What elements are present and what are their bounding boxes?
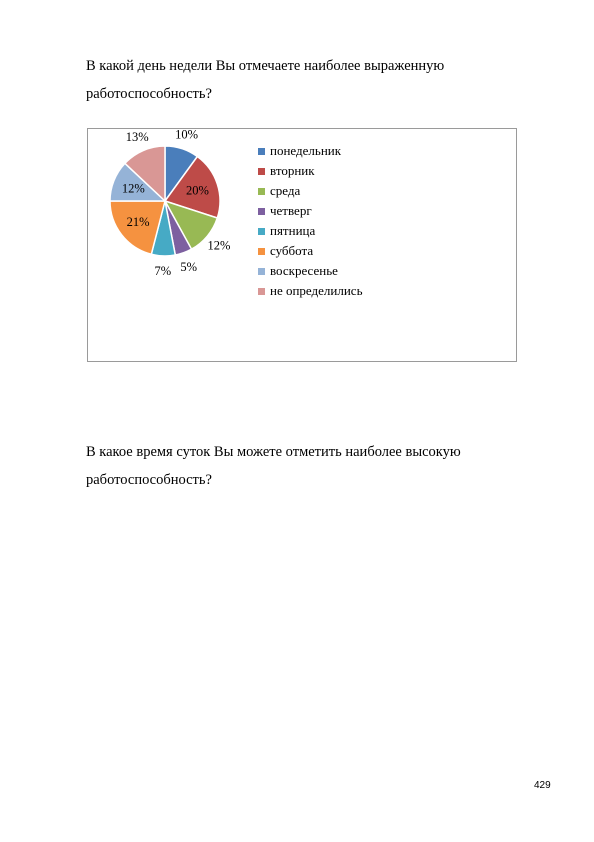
pie-chart-area xyxy=(87,128,517,362)
legend-label: воскресенье xyxy=(270,263,338,278)
legend-item-не-определились xyxy=(258,281,363,301)
data-label-четверг: 5% xyxy=(180,259,198,274)
legend-label: четверг xyxy=(270,203,312,218)
legend-swatch xyxy=(258,208,265,215)
legend-item-четверг xyxy=(258,201,363,221)
legend-label: суббота xyxy=(270,243,314,258)
legend-swatch xyxy=(258,168,265,175)
data-label-не-определились: 13% xyxy=(125,129,149,144)
legend-item-суббота xyxy=(258,241,363,261)
legend-label: понедельник xyxy=(270,143,342,158)
data-label-пятница: 7% xyxy=(154,264,172,278)
data-label-суббота: 21% xyxy=(126,214,150,229)
data-label-среда: 12% xyxy=(207,238,231,253)
data-label-понедельник: 10% xyxy=(175,129,199,142)
legend-swatch xyxy=(258,288,265,295)
legend-label: не определились xyxy=(270,283,363,298)
legend-label: вторник xyxy=(270,163,315,178)
legend-label: среда xyxy=(270,183,301,198)
legend-swatch xyxy=(258,188,265,195)
page-number: 429 xyxy=(534,780,551,791)
pie-chart xyxy=(88,129,258,363)
question-2-line-2: работоспособность? xyxy=(86,472,212,488)
legend-item-воскресенье xyxy=(258,261,363,281)
legend-item-понедельник xyxy=(258,141,363,161)
legend-swatch xyxy=(258,228,265,235)
legend-swatch xyxy=(258,248,265,255)
chart-legend xyxy=(258,141,363,301)
question-1 xyxy=(86,52,546,108)
legend-swatch xyxy=(258,148,265,155)
data-label-вторник: 20% xyxy=(185,183,209,198)
legend-item-среда xyxy=(258,181,363,201)
data-label-воскресенье: 12% xyxy=(121,181,145,196)
legend-item-пятница xyxy=(258,221,363,241)
legend-item-вторник xyxy=(258,161,363,181)
question-1-line-1: В какой день недели Вы отмечаете наиболее выраженную xyxy=(86,58,445,74)
question-1-line-2: работоспособность? xyxy=(86,86,212,102)
question-2 xyxy=(86,438,546,494)
legend-label: пятница xyxy=(270,223,316,238)
legend-swatch xyxy=(258,268,265,275)
question-2-line-1: В какое время суток Вы можете отметить наиболее высокую xyxy=(86,444,461,460)
